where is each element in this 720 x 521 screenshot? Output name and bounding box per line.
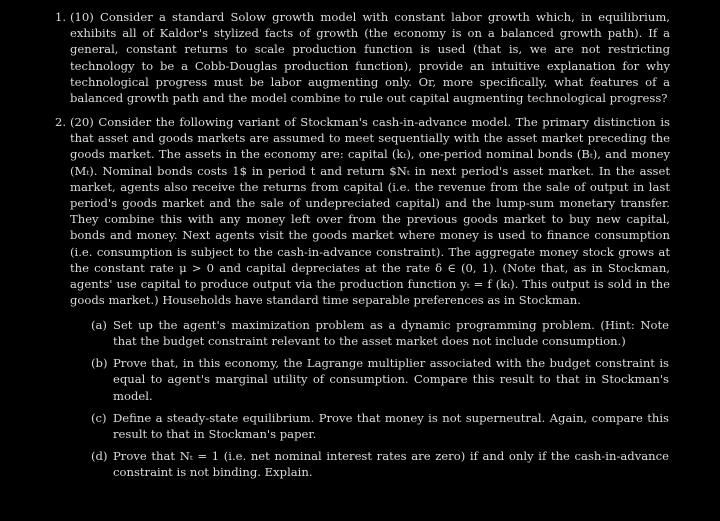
problem-2-number: 2. [55, 115, 67, 129]
problem-1-text: Consider a standard Solow growth model with constant labor growth which, in equilibrium, exhibits all of Kaldor's stylized facts of growth (the economy is on a balanced growth path). If a general, constant returns to scale production function is used (that is, we are not restricting technology to be a Cobb-Douglas production function), provide an intuitive explanation for why technological progress must be labor augmenting only. Or, more specifically, what features of a balanced growth path and the model combine to rule out capital augmenting technological progress? [70, 10, 670, 106]
problem-1-body [70, 9, 670, 106]
problem-1-number: 1. [55, 10, 67, 24]
problem-1 [55, 9, 670, 106]
problem-2-parts [91, 317, 669, 486]
part-a-text: Set up the agent's maximization problem as a dynamic programming problem. (Hint: Note that the budget constraint relevant to the asset market does not include consumption.) [113, 318, 669, 349]
part-b [91, 355, 669, 404]
part-d-label: (d) [91, 448, 108, 463]
problem-1-points: (10) [70, 10, 94, 24]
part-c [91, 410, 669, 442]
part-b-label: (b) [91, 356, 108, 371]
problem-2-body [70, 114, 670, 308]
problem-2-points: (20) [70, 115, 94, 129]
part-a-label: (a) [91, 318, 107, 332]
part-b-text: Prove that, in this economy, the Lagrange multiplier associated with the budget constraint is equal to agent's marginal utility of consumption. Compare this result to that in Stockman's model. [113, 356, 669, 403]
part-d-text: Prove that Nₜ = 1 (i.e. net nominal interest rates are zero) if and only if the cash-in-advance constraint is not binding. Explain. [113, 448, 669, 480]
problem-2 [55, 114, 670, 308]
part-d [91, 448, 669, 480]
part-a [91, 317, 669, 349]
problem-2-text: Consider the following variant of Stockman's cash-in-advance model. The primary distinction is that asset and goods markets are assumed to meet sequentially with the asset market preceding the goods market. The assets in the economy are: capital (kₜ), one-period nominal bonds (Bₜ), and money (Mₜ). Nominal bonds costs 1$ in period t and return $Nₜ in next period's asset market. In the asset market, agents also receive the returns from capital (i.e. the revenue from the sale of output in last period's goods market and the sale of undepreciated capital) and the lump-sum monetary transfer. They combine this with any money left over from the previous goods market to buy new capital, bonds and money. Next agents visit the goods market where money is used to finance consumption (i.e. consumption is subject to the cash-in-advance constraint). The aggregate money stock grows at the constant rate μ > 0 and capital depreciates at the rate δ ∈ (0, 1). (Note that, as in Stockman, agents' use capital to produce output via the production function yₜ = f (kₜ). This output is sold in the goods market.) Households have standard time separable preferences as in Stockman. [70, 115, 670, 308]
part-c-label: (c) [91, 410, 107, 425]
part-c-text: Define a steady-state equilibrium. Prove that money is not superneutral. Again, compare this result to that in Stockman's paper. [113, 410, 669, 441]
